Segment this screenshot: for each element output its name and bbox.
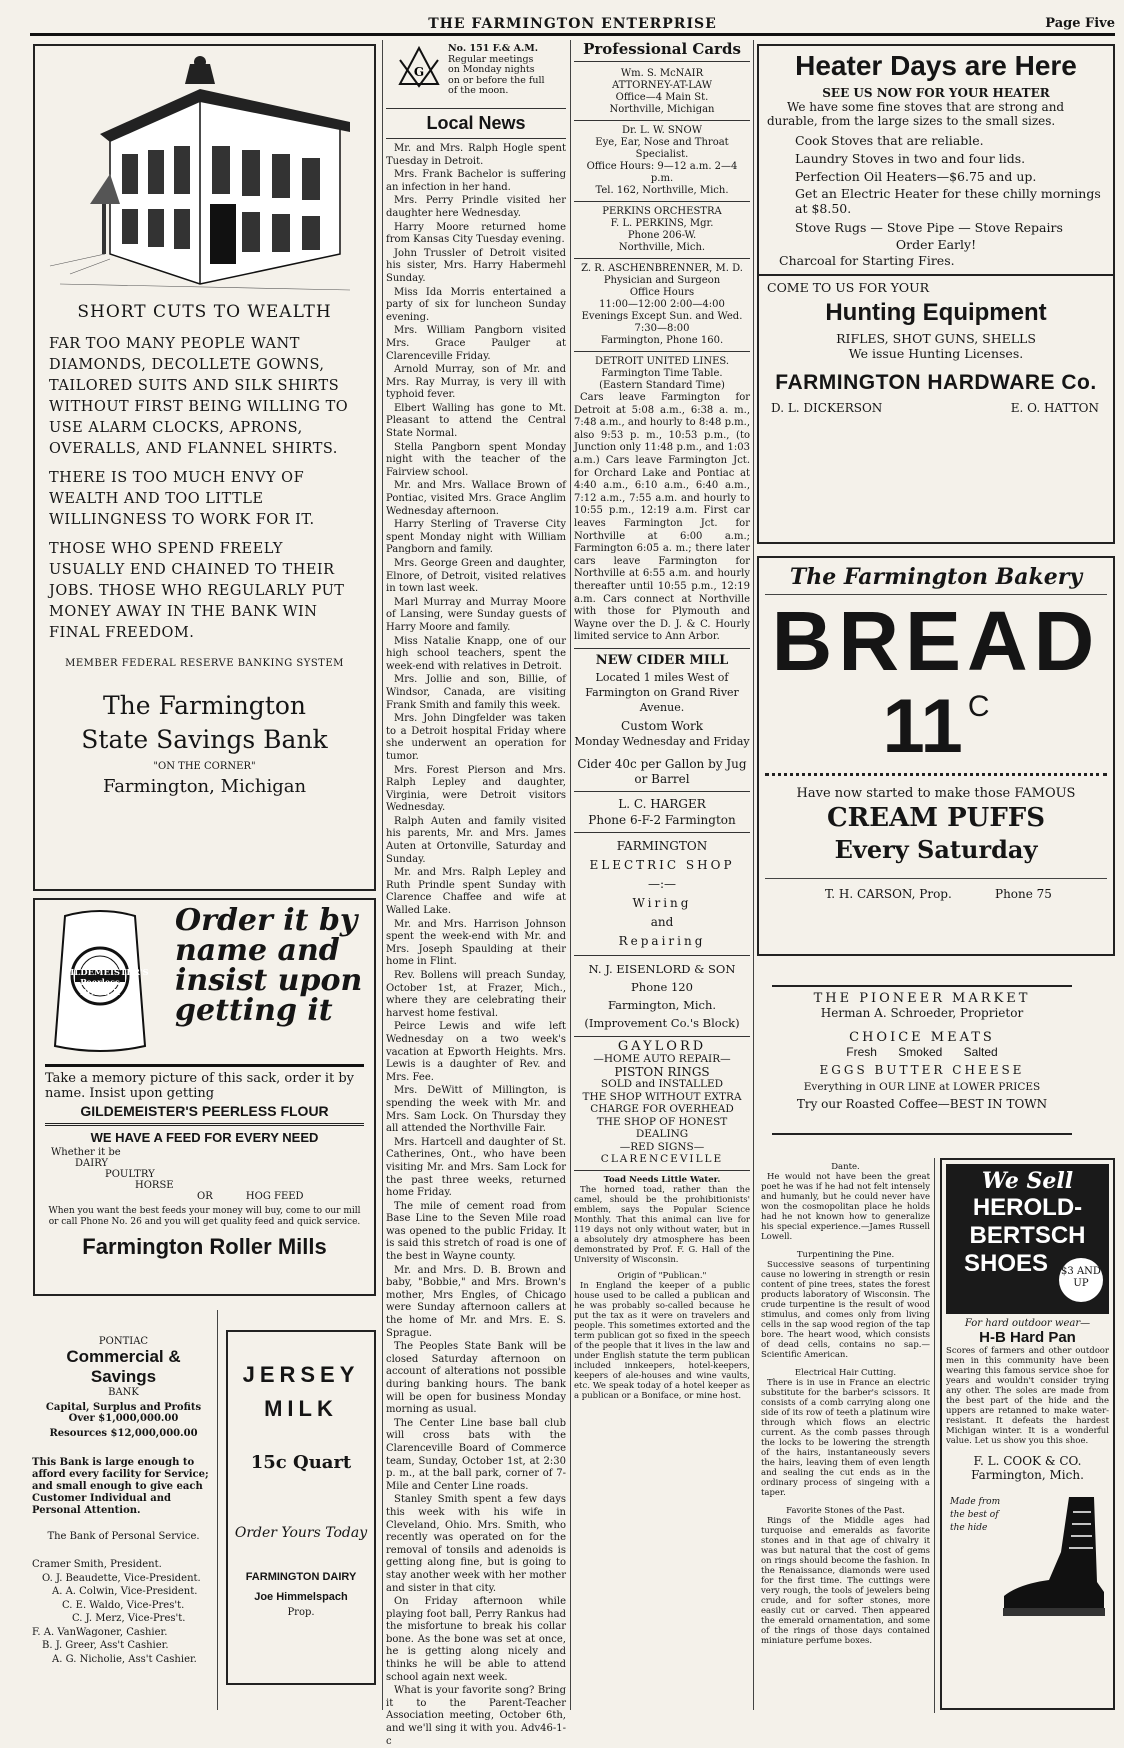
order-today: Order Yours Today	[234, 1525, 368, 1541]
news-item: Mrs. DeWitt of Millington, is spending the week with Mr. and Mrs. Sam Lock. On Thursday they all attended the Northville Fair.	[386, 1085, 566, 1135]
card-line: (Eastern Standard Time)	[599, 380, 725, 391]
bread-headline: BREAD	[771, 594, 1101, 688]
card-line: PISTON RINGS	[614, 1064, 710, 1079]
card-line: Dr. L. W. SNOW	[621, 125, 703, 136]
shoe-brand: HEROLD-	[972, 1194, 1083, 1221]
market-choice: CHOICE MEATS	[849, 1030, 995, 1045]
card-line: Z. R. ASCHENBRENNER, M. D.	[581, 263, 743, 274]
news-item: Rev. Bollens will preach Sunday, October 1st, at Frazer, Mich., where they are celebrating their harvest home festival.	[386, 970, 566, 1019]
card-line: Evenings Except Sun. and Wed.	[581, 311, 743, 322]
news-item: Marl Murray and Murray Moore of Lansing, were Sunday guests of Harry Moore and family.	[386, 596, 566, 633]
news-item: The Peoples State Bank will be closed Saturday afternoon on account of alterations not possible during banking hours. The bank will be open for business Monday morning as usual.	[386, 1341, 566, 1416]
bank-paragraph: FAR TOO MANY PEOPLE WANT DIAMONDS, DECOLLETE GOWNS, TAILORED SUITS AND SILK SHIRTS WITHOUT FIRST BEING WILLING TO USE ALARM CLOCKS, APRONS, OVERALLS, AND FLANNEL SHIRTS.	[49, 336, 349, 457]
officer: A. G. Nicholie, Ass't Cashier.	[52, 1653, 197, 1665]
bank-slogan: "ON THE CORNER"	[153, 761, 256, 772]
card-line: SOLD and INSTALLED	[600, 1078, 724, 1091]
heater-headline: Heater Days are Here	[795, 50, 1077, 81]
flour-ad	[33, 898, 376, 1296]
dairy-prop: Prop.	[287, 1607, 315, 1618]
officer: B. J. Greer, Ass't Cashier.	[42, 1640, 169, 1651]
dairy-name: FARMINGTON DAIRY	[245, 1571, 357, 1583]
card-line: Cider 40c per Gallon by Jug	[577, 756, 747, 771]
article-heading: Origin of "Publican."	[617, 1270, 707, 1281]
bakery-name: The Farmington Bakery	[765, 564, 1107, 595]
lodge-line: of the moon.	[448, 85, 509, 96]
card-line: ATTORNEY-AT-LAW	[611, 80, 713, 91]
order-slogan: insist upon	[175, 963, 363, 998]
card-line: —:—	[647, 876, 677, 891]
pontiac-text: This Bank is large enough to afford every facility for Service; and small enough to give each Customer Individual and Personal Attention.	[32, 1457, 209, 1516]
card-line: Office—4 Main St.	[615, 92, 709, 103]
market-meats: Fresh Smoked Salted	[846, 1045, 998, 1059]
mill-name: Farmington Roller Mills	[82, 1234, 327, 1259]
milk-price: 15c Quart	[250, 1452, 352, 1473]
cream-puffs: CREAM PUFFS	[826, 803, 1046, 833]
card-line: FARMINGTON	[616, 838, 708, 853]
card-line: ELECTRIC SHOP	[589, 857, 735, 872]
news-item: Ralph Auten and family visited his parents, Mr. and Mrs. James Auten at Ortonville, Saturday and Sunday.	[386, 815, 566, 865]
heater-line: Laundry Stoves in two and four lids.	[795, 151, 1026, 166]
heater-line: Cook Stoves that are reliable.	[795, 133, 984, 148]
news-item: Mr. and Mrs. Wallace Brown of Pontiac, visited Mrs. Grace Anglim Wednesday afternoon.	[386, 480, 566, 517]
shoe-text: Scores of farmers and other outdoor men in this community have been wearing this famous service shoe for years and wouldn't consider trying any other. The soles are made from the best part of the hide and the uppers are retanned to make water-resistant. It defeats the hardest Michigan winter. It is a wonderful value. Let us show you this shoe.	[946, 1346, 1109, 1446]
feed-heading: WE HAVE A FEED FOR EVERY NEED	[90, 1130, 319, 1145]
heater-intro: We have some fine stoves that are strong and durable, from the large sizes to the small sizes.	[767, 100, 1065, 128]
heater-line: Stove Rugs — Stove Pipe — Stove Repairs	[795, 220, 1063, 235]
heater-line: Charcoal for Starting Fires.	[779, 253, 955, 268]
news-item: Arnold Murray, son of Mr. and Mrs. Ray Murray, is very ill with typhoid fever.	[386, 364, 566, 401]
card-line: NEW CIDER MILL	[595, 652, 729, 668]
column-rule	[570, 40, 571, 1710]
news-item: The Center Line base ball club will cross bats with the Clarenceville Board of Commerce team, Sunday, October 1st, at 2:30 p. m., at the ball park, corner of 7-Mile and Center Line roads.	[386, 1417, 566, 1492]
card-line: GAYLORD	[617, 1038, 707, 1054]
pontiac-slogan: The Bank of Personal Service.	[47, 1531, 200, 1542]
officer: Cramer Smith, President.	[32, 1559, 162, 1570]
article-heading: Favorite Stones of the Past.	[786, 1506, 905, 1516]
article-heading: Electrical Hair Cutting.	[794, 1368, 897, 1378]
card-line: Repairing	[618, 933, 706, 948]
card-line: —HOME AUTO REPAIR—	[593, 1053, 731, 1066]
masthead	[30, 10, 1115, 36]
officer: F. A. VanWagoner, Cashier.	[32, 1626, 168, 1638]
shoe-brand: SHOES	[964, 1250, 1049, 1277]
news-item: Harry Sterling of Traverse City spent Monday night with William Pangborn and family.	[386, 519, 566, 556]
card-line: Office Hours	[629, 287, 695, 298]
card-line: or Barrel	[634, 771, 690, 786]
shoe-brand: BERTSCH	[969, 1222, 1086, 1249]
card-line: Phone 206-W.	[627, 230, 697, 241]
officer: O. J. Beaudette, Vice-President.	[42, 1572, 201, 1584]
news-item: Mrs. Hartcell and daughter of St. Catherines, Ont., who have been visiting Mr. and Mrs. Sam Lock for the past three weeks, returned home Friday.	[386, 1136, 566, 1199]
timetable-text: Cars leave Farmington for Detroit at 5:08 a.m., 6:38 a. m., 7:48 a.m., and hourly to 8:48 p.m., also 9:53 p. m., 10:53 p.m., (to Junction only 11:48 p.m., and 1:03 a.m.) Cars leave Farmington Jct. for Orchard Lake and Pontiac at 4:40 a.m., 6:10 a.m., 6:40 a.m., 7:12 a.m., 7:55 a.m. and hourly to 10:55 p.m., 12:19 a.m. First car leaves Farmington Jct. for Northville at 6:00 a.m.; Farmington 6:05 a. m.; there later cars leave Farmington for Northville at 6:55 a.m. and hourly thereafter until 10:55 p.m., 12:19 a.m. Cars connect at Northville with those for Plymouth and Wayne over the D. J. & C. Hourly limited service to Ann Arbor.	[574, 392, 750, 643]
lodge-line: on Monday nights	[448, 64, 535, 75]
bakery-phone: Phone 75	[995, 887, 1052, 901]
cards-heading: Professional Cards	[574, 40, 750, 62]
bank-paragraph: THOSE WHO SPEND FREELY USUALLY END CHAINED TO THEIR JOBS. THOSE WHO REGULARLY PUT MONEY AWAY IN THE BANK WIN FINAL FREEDOM.	[49, 541, 345, 641]
pontiac-city: PONTIAC	[98, 1336, 149, 1347]
card-line: THE SHOP OF HONEST	[596, 1115, 728, 1128]
card-line: Custom Work	[620, 718, 704, 733]
market-eggs: EGGS BUTTER CHEESE	[819, 1063, 1025, 1077]
hardware-company: FARMINGTON HARDWARE Co.	[775, 371, 1097, 394]
owner-name: D. L. DICKERSON	[771, 401, 883, 415]
bank-paragraph: THERE IS TOO MUCH ENVY OF WEALTH AND TOO LITTLE WILLINGNESS TO WORK FOR IT.	[49, 470, 315, 528]
feed-text: Whether it be	[51, 1147, 121, 1158]
card-line: 7:30—8:00	[634, 323, 690, 334]
article-text: Successive seasons of turpentining cause no lowering in strength or resin content of pine trees, states the forest products laboratory of Wisconsin. The crude turpentine is the result of wood stimulus, and comes only from living cells in the sap wood region of the tap bore. The heart wood, which consists of dead cells, contains no sap.—Scientific American.	[761, 1260, 930, 1360]
bakery-started: Have now started to make those FAMOUS	[796, 786, 1076, 801]
news-list	[386, 143, 566, 1748]
bank-ad	[33, 44, 376, 891]
news-item: The mile of cement road from Base Line to the Seven Mile road was opened to the public Friday. It is said this stretch of road is one of the best in Wayne county.	[386, 1200, 566, 1263]
boot-icon	[999, 1492, 1109, 1622]
jersey-heading: JERSEY	[242, 1362, 360, 1387]
article-heading: Toad Needs Little Water.	[603, 1174, 721, 1185]
memory-text: Take a memory picture of this sack, order it by name. Insist upon getting	[45, 1064, 364, 1101]
dairy-owner: Joe Himmelspach	[254, 1591, 348, 1603]
hardware-ad	[757, 44, 1115, 544]
feed-type: POULTRY	[105, 1169, 155, 1180]
bank-building-illustration	[50, 54, 360, 294]
card-line: Wiring	[632, 895, 692, 910]
shoe-model: H-B Hard Pan	[979, 1329, 1076, 1346]
article-text: In England the keeper of a public house used to be called a publican and he was probably so-called because he put the tax as it were on travelers and people. This sometimes extorted and the term publican got so fixed in the speech of the people that it lives in the law and under English statute the term publican included innkeepers, hotel-keepers, keepers of ale-houses and wine vaults, etc. We speak today of a hotel keeper as a publican or a Boniface, or mine host.	[574, 1280, 750, 1401]
news-item: John Trussler of Detroit visited his sister, Mrs. Harry Habermehl Sunday.	[386, 247, 566, 284]
market-owner: Herman A. Schroeder, Proprietor	[820, 1006, 1024, 1020]
svg-text:G: G	[413, 65, 425, 79]
card-line: CLARENCEVILLE	[600, 1153, 724, 1166]
article-heading: Turpentining the Pine.	[796, 1250, 895, 1260]
bank-name: The Farmington	[102, 691, 307, 720]
card-line: Northville, Michigan	[609, 104, 715, 115]
article-heading: Dante.	[831, 1162, 860, 1172]
card-line: 11:00—12:00 2:00—4:00	[599, 299, 725, 310]
jersey-milk-ad	[226, 1330, 376, 1685]
news-item: Mrs. William Pangborn visited Mrs. Grace Paulger at Clarenceville Friday.	[386, 325, 566, 362]
news-item: Mr. and Mrs. Ralph Hogle spent Tuesday in Detroit.	[386, 143, 566, 167]
feed-type: HOG FEED	[245, 1191, 304, 1202]
bread-price: 11	[882, 684, 963, 769]
article-text: There is in use in France an electric substitute for the barber's scissors. It consists of a comb carrying along one side of its row of teeth a platinum wire through which flows an electric current. As the comb passes through the locks to be lowering the strength of the hairs, instantaneously severs the hairs, leaving them of even length and sealing the cut ends as in the ordinary process of singeing with a taper.	[761, 1378, 930, 1498]
card-line: N. J. EISENLORD & SON	[588, 961, 736, 976]
card-line: CHARGE FOR OVERHEAD	[590, 1103, 734, 1116]
market-coffee: Try our Roasted Coffee—BEST IN TOWN	[796, 1097, 1048, 1111]
card-line: Farmington, Mich.	[607, 997, 717, 1012]
pontiac-bank-name: Commercial & Savings	[66, 1347, 181, 1386]
local-news-column	[386, 40, 566, 1747]
card-line: Phone 120	[631, 979, 693, 994]
feed-text: OR	[197, 1191, 213, 1202]
news-item: On Friday afternoon while playing foot ball, Perry Rankus had the misfortune to break his collar bone. As the bone was set at once, he is getting along nicely and thinks he will be able to attend school again next week.	[386, 1596, 566, 1683]
hunting-licenses: We issue Hunting Licenses.	[848, 346, 1024, 361]
officer: A. A. Colwin, Vice-President.	[52, 1586, 198, 1597]
shoe-ad	[940, 1158, 1115, 1710]
news-item: Mrs. George Green and daughter, Elnore, of Detroit, visited relatives in town last week.	[386, 558, 566, 595]
news-item: What is your favorite song? Bring it to the Parent-Teacher Association meeting, October 6th, and we'll sing it with you. Adv46-1-c	[386, 1685, 566, 1747]
news-item: Harry Moore returned home from Kansas City Tuesday evening.	[386, 221, 566, 246]
market-name: THE PIONEER MARKET	[813, 991, 1031, 1006]
shoe-dealer: F. L. COOK & CO.	[973, 1454, 1082, 1468]
shoe-for: For hard outdoor wear—	[964, 1318, 1091, 1329]
bank-city: Farmington, Michigan	[102, 776, 307, 797]
pontiac-bank-label: BANK	[108, 1387, 139, 1398]
news-item: Mr. and Mrs. Harrison Johnson spent the week-end with Mr. and Mrs. Joseph Spaulding at their home in Flint.	[386, 918, 566, 968]
column-rule	[753, 40, 754, 1710]
we-sell: We Sell	[981, 1168, 1074, 1194]
news-item: Peirce Lewis and wife left Wednesday on a two week's vacation at Epworth Heights. Mrs. Lewis is a daughter of Rev. and Mrs. Fee.	[386, 1021, 566, 1083]
market-everything: Everything in OUR LINE at LOWER PRICES	[803, 1081, 1041, 1093]
market-ad	[772, 985, 1072, 1135]
federal-reserve-note: MEMBER FEDERAL RESERVE BANKING SYSTEM	[65, 658, 344, 669]
article-text: The horned toad, rather than the camel, should be the prohibitionists' emblem, says the Popular Science Monthly. That this animal can live for 119 days not only without water, but in a absolutely dry atmosphere has been demonstrated by Prof. F. G. Hall of the University of Wisconsin.	[574, 1184, 750, 1265]
card-line: Physician and Surgeon	[603, 275, 721, 286]
officer: C. E. Waldo, Vice-Pres't.	[62, 1599, 185, 1611]
news-item: Mr. and Mrs. Ralph Lepley and Ruth Prindle spent Sunday with Clarence Chaffee and wife at Walled Lake.	[386, 867, 566, 917]
heater-line: Order Early!	[895, 237, 977, 252]
news-item: Mr. and Mrs. D. B. Brown and baby, "Bobbie," and Mrs. Brown's mother, Mrs Engles, of Chicago were Sunday afternoon callers at the home of Mr. and Mrs. E. S. Sprague.	[386, 1264, 566, 1339]
officer: C. J. Merz, Vice-Pres't.	[72, 1613, 186, 1624]
column-rule	[382, 40, 383, 1710]
hunting-rifles: RIFLES, SHOT GUNS, SHELLS	[836, 331, 1036, 346]
lodge-line: on or before the full	[448, 74, 545, 86]
news-item: Mrs. Jollie and son, Billie, of Windsor, Canada, are visiting Frank Smith and family this week.	[386, 674, 566, 711]
card-line: —RED SIGNS—	[619, 1140, 705, 1153]
sack-label: GILDEMEISTER'S Peerless ROLLER	[63, 968, 149, 998]
card-line: Located 1 miles West of Farmington on Grand River Avenue.	[585, 670, 739, 714]
article-text: Rings of the Middle ages had turquoise and emeralds as favorite stones and in that age of chivalry it was but natural that the cost of gems on rings should become the fashion. In the Renaissance, diamonds were used for the first time. The cuttings were very rough, the tools of jewelers being crude, and for softer stones, more easily cut or carved. Then appeared the emerald ornamentation, and some of the rings of those days contained miniature perfume boxes.	[761, 1516, 930, 1646]
card-line: Northville, Mich.	[618, 242, 706, 253]
price-badge: $3 AND UP	[1059, 1258, 1103, 1302]
card-line: Office Hours: 9—12 a.m. 2—4 p.m.	[586, 161, 738, 184]
news-item: Stanley Smith spent a few days this week with his wife in Cleveland, Ohio. Mrs. Smith, who recently was operated on for the removal of tonsils and adenoids is getting along fine, but is going to stay another week with her mother and sister in that city.	[386, 1494, 566, 1594]
every-saturday: Every Saturday	[834, 835, 1038, 864]
page-number: Page Five	[1045, 16, 1115, 31]
card-line: Farmington, Phone 160.	[600, 335, 724, 346]
heater-see: SEE US NOW FOR YOUR HEATER	[822, 86, 1050, 100]
hunting-headline: Hunting Equipment	[825, 299, 1047, 326]
flour-brand: GILDEMEISTER'S PEERLESS FLOUR	[80, 1103, 329, 1119]
card-line: Eye, Ear, Nose and Throat	[595, 137, 729, 148]
card-line: PERKINS ORCHESTRA	[602, 206, 722, 217]
card-line: (Improvement Co.'s Block)	[584, 1015, 740, 1030]
masonic-emblem-icon	[394, 44, 444, 94]
news-item: Mrs. Frank Bachelor is suffering an infection in her hand.	[386, 169, 566, 193]
order-slogan: Order it by	[175, 903, 358, 938]
owner-name: E. O. HATTON	[1010, 401, 1099, 415]
card-line: F. L. PERKINS, Mgr.	[610, 218, 714, 229]
news-item: Miss Ida Morris entertained a party of six for luncheon Sunday evening.	[386, 286, 566, 323]
bank-name: State Savings Bank	[81, 725, 328, 754]
lodge-line: Regular meetings	[448, 53, 534, 65]
feed-paragraph: When you want the best feeds your money will buy, come to our mill or call Phone No. 26 and you will get quality feed and quick service.	[48, 1206, 361, 1227]
bakery-prop: T. H. CARSON, Prop.	[825, 887, 952, 901]
paper-title: THE FARMINGTON ENTERPRISE	[428, 16, 717, 32]
news-item: Mrs. Perry Prindle visited her daughter here Wednesday.	[386, 195, 566, 219]
news-item: Mrs. Forest Pierson and Mrs. Ralph Lepley and daughter, Virginia, were Detroit visitors Wednesday.	[386, 764, 566, 814]
card-line: Farmington Time Table.	[601, 368, 723, 379]
card-line: Specialist.	[635, 149, 689, 160]
cards-column	[574, 40, 750, 1715]
card-line: Tel. 162, Northville, Mich.	[595, 185, 729, 196]
shoe-made: Made from the best of the hide	[950, 1497, 1001, 1533]
jersey-heading: MILK	[264, 1396, 338, 1421]
order-slogan: name and	[175, 933, 340, 968]
news-item: Mrs. John Dingfelder was taken to a Detroit hospital Friday where she underwent an operation for tumor.	[386, 713, 566, 762]
card-line: DEALING	[635, 1128, 689, 1141]
lodge-line: No. 151 F.& A.M.	[448, 43, 539, 54]
card-line: Monday Wednesday and Friday	[574, 734, 750, 748]
feed-type: DAIRY	[75, 1158, 109, 1169]
news-item: Elbert Walling has gone to Mt. Pleasant to attend the Central State Normal.	[386, 402, 566, 440]
local-news-heading: Local News	[426, 113, 526, 133]
card-line: Wm. S. McNAIR	[620, 68, 704, 79]
bread-cents: C	[967, 690, 990, 723]
news-item: Miss Natalie Knapp, one of our high school teachers, spent the week-end with relatives in Detroit.	[386, 635, 566, 672]
hunting-come: COME TO US FOR YOUR	[767, 280, 930, 295]
card-line: and	[650, 914, 674, 929]
shoe-city: Farmington, Mich.	[971, 1468, 1084, 1482]
misc-articles	[757, 1158, 935, 1713]
heater-line: Perfection Oil Heaters—$6.75 and up.	[795, 169, 1037, 184]
bank-headline: SHORT CUTS TO WEALTH	[77, 302, 332, 322]
heater-line: Get an Electric Heater for these chilly mornings at $8.50.	[795, 186, 1101, 216]
card-line: THE SHOP WITHOUT EXTRA	[582, 1090, 742, 1103]
card-line: L. C. HARGER	[618, 796, 706, 811]
article-text: He would not have been the great poet he was if he had not felt intensely and humanly, but he could never have won the cosmopolitan place he holds had he not known how to generalize his special experience.—James Russell Lowell.	[761, 1172, 930, 1242]
card-line: DETROIT UNITED LINES.	[594, 356, 730, 367]
order-slogan: getting it	[175, 993, 333, 1028]
news-item: Stella Pangborn spent Monday night with the teacher of the Fairview school.	[386, 441, 566, 478]
card-line: Phone 6-F-2 Farmington	[588, 812, 736, 827]
pontiac-resources: Resources $12,000,000.00	[49, 1428, 198, 1439]
pontiac-capital: Capital, Surplus and Profits Over $1,000,000.00	[45, 1402, 202, 1424]
pontiac-bank-ad	[30, 1310, 218, 1710]
feed-type: HORSE	[135, 1180, 174, 1191]
bakery-ad	[757, 556, 1115, 956]
shoe-banner	[946, 1164, 1109, 1314]
